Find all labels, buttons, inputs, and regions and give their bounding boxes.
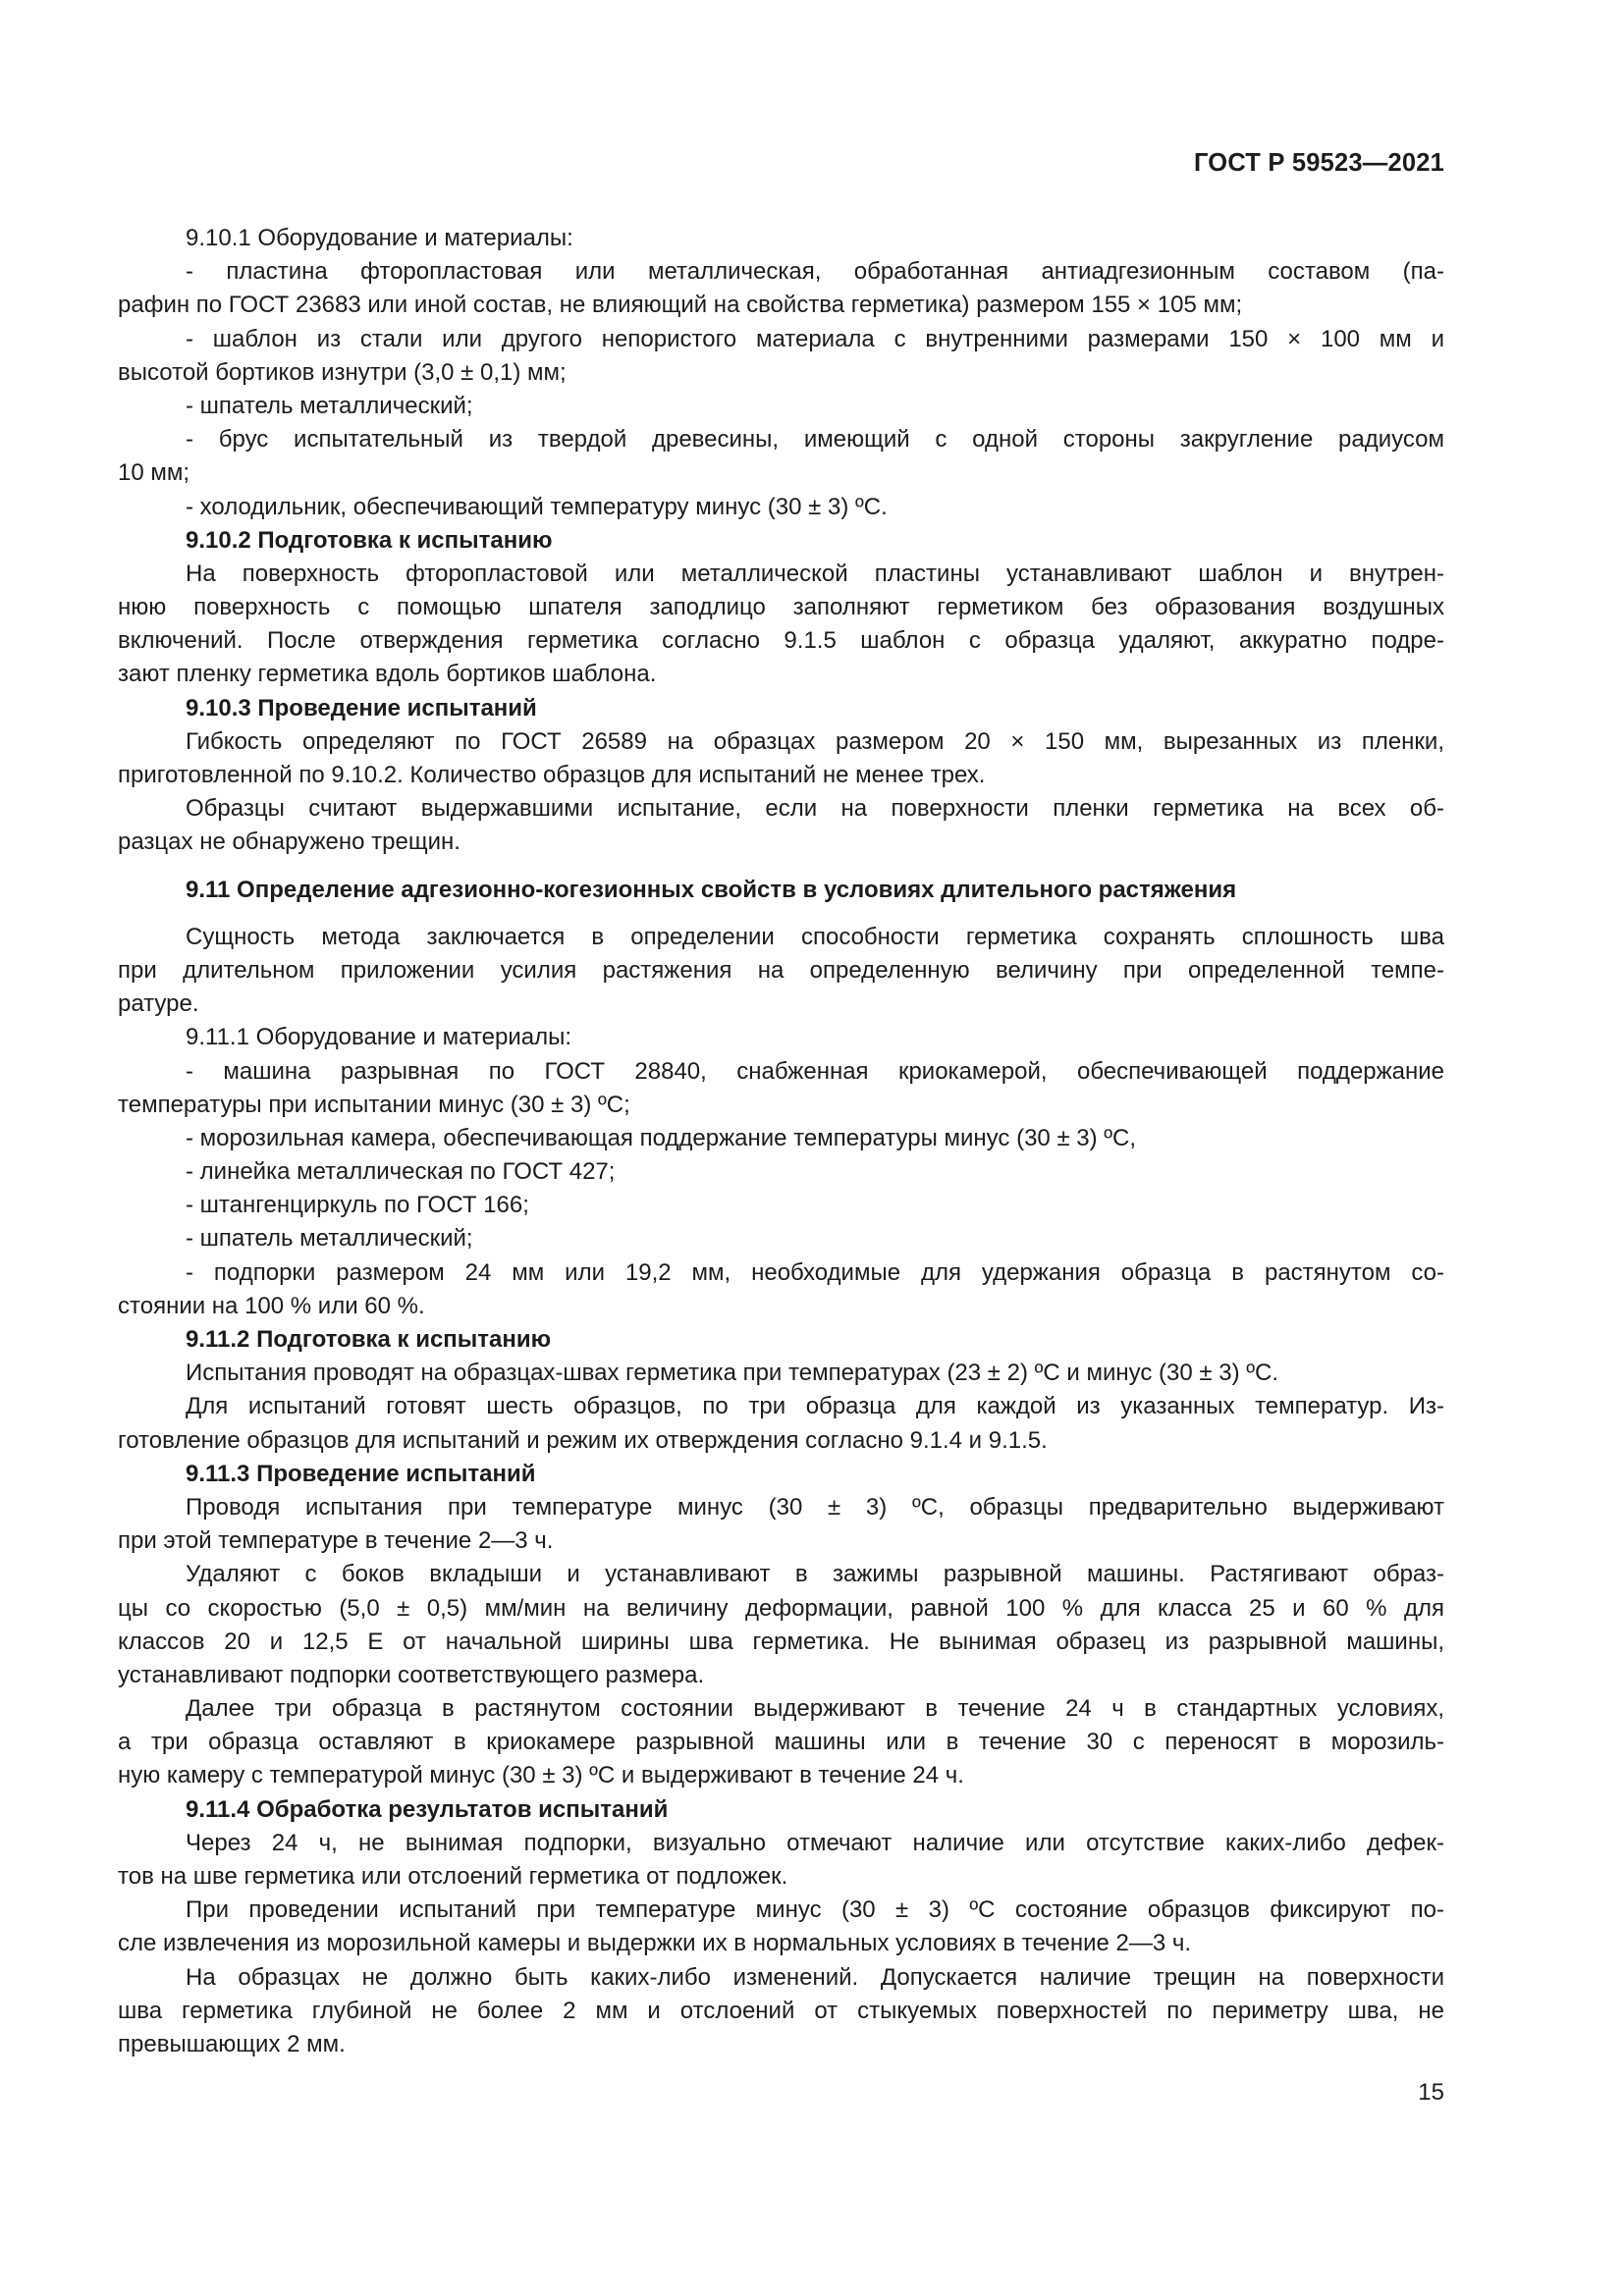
text-line: ратуре. (118, 990, 199, 1018)
text-line: - линейка металлическая по ГОСТ 427; (186, 1158, 616, 1186)
text-line: нюю поверхность с помощью шпателя заподлицо заполняют герметиком без образования воздушных (118, 594, 1444, 621)
text-line: Образцы считают выдержавшими испытание, если на поверхности пленки герметика на всех об- (186, 795, 1444, 823)
text-line: превышающих 2 мм. (118, 2030, 346, 2057)
section-spacer (118, 860, 1444, 874)
text-line: - шпатель металлический; (186, 1225, 473, 1253)
text-line: Гибкость определяют по ГОСТ 26589 на образцах размером 20 × 150 мм, вырезанных из пленки, (186, 727, 1444, 755)
section-heading: 9.10.2 Подготовка к испытанию (186, 526, 553, 554)
text-line: шва герметика глубиной не более 2 мм и отслоений от стыкуемых поверхностей по периметру шва, не (118, 1997, 1444, 2024)
text-line: при этой температуре в течение 2—3 ч. (118, 1527, 554, 1555)
text-line: зают пленку герметика вдоль бортиков шаблона. (118, 661, 657, 688)
section-heading: 9.11.2 Подготовка к испытанию (186, 1326, 552, 1353)
text-line: стоянии на 100 % или 60 %. (118, 1292, 425, 1319)
text-line: температуры при испытании минус (30 ± 3) ºС; (118, 1091, 630, 1118)
text-line: приготовленной по 9.10.2. Количество образцов для испытаний не менее трех. (118, 762, 986, 788)
text-line: На образцах не должно быть каких-либо изменений. Допускается наличие трещин на поверхности (186, 1963, 1444, 1991)
text-line: - холодильник, обеспечивающий температуру минус (30 ± 3) ºС. (186, 493, 888, 520)
page-number: 15 (1418, 2079, 1444, 2106)
text-line: Сущность метода заключается в определении способности герметика сохранять сплошность шва (186, 923, 1444, 950)
text-line: На поверхность фторопластовой или металлической пластины устанавливают шаблон и внутрен- (186, 560, 1444, 587)
text-line: 9.11.1 Оборудование и материалы: (186, 1024, 571, 1051)
text-line: - пластина фторопластовая или металлическая, обработанная антиадгезионным составом (па- (186, 258, 1444, 286)
section-heading: 9.11.3 Проведение испытаний (186, 1460, 536, 1487)
section-heading: 9.10.3 Проведение испытаний (186, 694, 537, 721)
text-line: а три образца оставляют в криокамере разрывной машины или в течение 30 с переносят в морозиль- (118, 1729, 1444, 1756)
text-line: Испытания проводят на образцах-швах герметика при температурах (23 ± 2) ºС и минус (30 ± 3) ºС. (186, 1360, 1279, 1387)
text-line: устанавливают подпорки соответствующего размера. (118, 1661, 705, 1688)
section-spacer (118, 907, 1444, 921)
text-line: 9.10.1 Оборудование и материалы: (186, 225, 573, 251)
section-heading: 9.11 Определение адгезионно-когезионных свойств в условиях длительного растяжения (186, 876, 1237, 903)
text-line: - подпорки размером 24 мм или 19,2 мм, необходимые для удержания образца в растянутом со- (186, 1258, 1444, 1286)
document-header: ГОСТ Р 59523—2021 (1193, 149, 1444, 177)
text-line: Для испытаний готовят шесть образцов, по три образца для каждой из указанных температур. Из- (186, 1393, 1444, 1420)
text-line: - шпатель металлический; (186, 392, 473, 419)
text-line: классов 20 и 12,5 Е от начальной ширины шва герметика. Не вынимая образец из разрывной машины, (118, 1628, 1444, 1655)
text-line: рафин по ГОСТ 23683 или иной состав, не влияющий на свойства герметика) размером 155 × 105 мм; (118, 292, 1243, 319)
text-line: Проводя испытания при температуре минус (30 ± 3) ºС, образцы предварительно выдерживают (186, 1493, 1444, 1521)
text-line: Далее три образца в растянутом состоянии выдерживают в течение 24 ч в стандартных условиях, (186, 1695, 1444, 1723)
text-line: 10 мм; (118, 459, 190, 487)
text-line: готовление образцов для испытаний и режим их отверждения согласно 9.1.4 и 9.1.5. (118, 1426, 1048, 1454)
text-line: сле извлечения из морозильной камеры и выдержки их в нормальных условиях в течение 2—3 ч. (118, 1930, 1192, 1957)
text-line: - брус испытательный из твердой древесины, имеющий с одной стороны закругление радиусом (186, 426, 1444, 454)
text-line: При проведении испытаний при температуре минус (30 ± 3) ºС состояние образцов фиксируют по- (186, 1896, 1444, 1924)
document-body (118, 222, 1444, 2061)
text-line: тов на шве герметика или отслоений герметика от подложек. (118, 1863, 788, 1890)
text-line: Удаляют с боков вкладыши и устанавливают в зажимы разрывной машины. Растягивают образ- (186, 1561, 1444, 1588)
text-line: Через 24 ч, не вынимая подпорки, визуально отмечают наличие или отсутствие каких-либо дефек- (186, 1829, 1444, 1856)
text-line: цы со скоростью (5,0 ± 0,5) мм/мин на величину деформации, равной 100 % для класса 25 и 60 % для (118, 1594, 1444, 1622)
section-heading: 9.11.4 Обработка результатов испытаний (186, 1795, 669, 1823)
text-line: при длительном приложении усилия растяжения на определенную величину при определенной темпе- (118, 956, 1444, 984)
text-line: - машина разрывная по ГОСТ 28840, снабженная криокамерой, обеспечивающей поддержание (186, 1057, 1444, 1085)
text-line: - штангенциркуль по ГОСТ 166; (186, 1192, 529, 1219)
text-line: разцах не обнаружено трещин. (118, 828, 460, 856)
text-line: высотой бортиков изнутри (3,0 ± 0,1) мм; (118, 358, 567, 386)
text-line: - морозильная камера, обеспечивающая поддержание температуры минус (30 ± 3) ºС, (186, 1124, 1137, 1151)
text-line: ную камеру с температурой минус (30 ± 3) ºС и выдерживают в течение 24 ч. (118, 1762, 964, 1789)
text-line: включений. После отверждения герметика согласно 9.1.5 шаблон с образца удаляют, аккуратно подре- (118, 627, 1444, 655)
text-line: - шаблон из стали или другого непористого материала с внутренними размерами 150 × 100 мм и (186, 325, 1444, 352)
